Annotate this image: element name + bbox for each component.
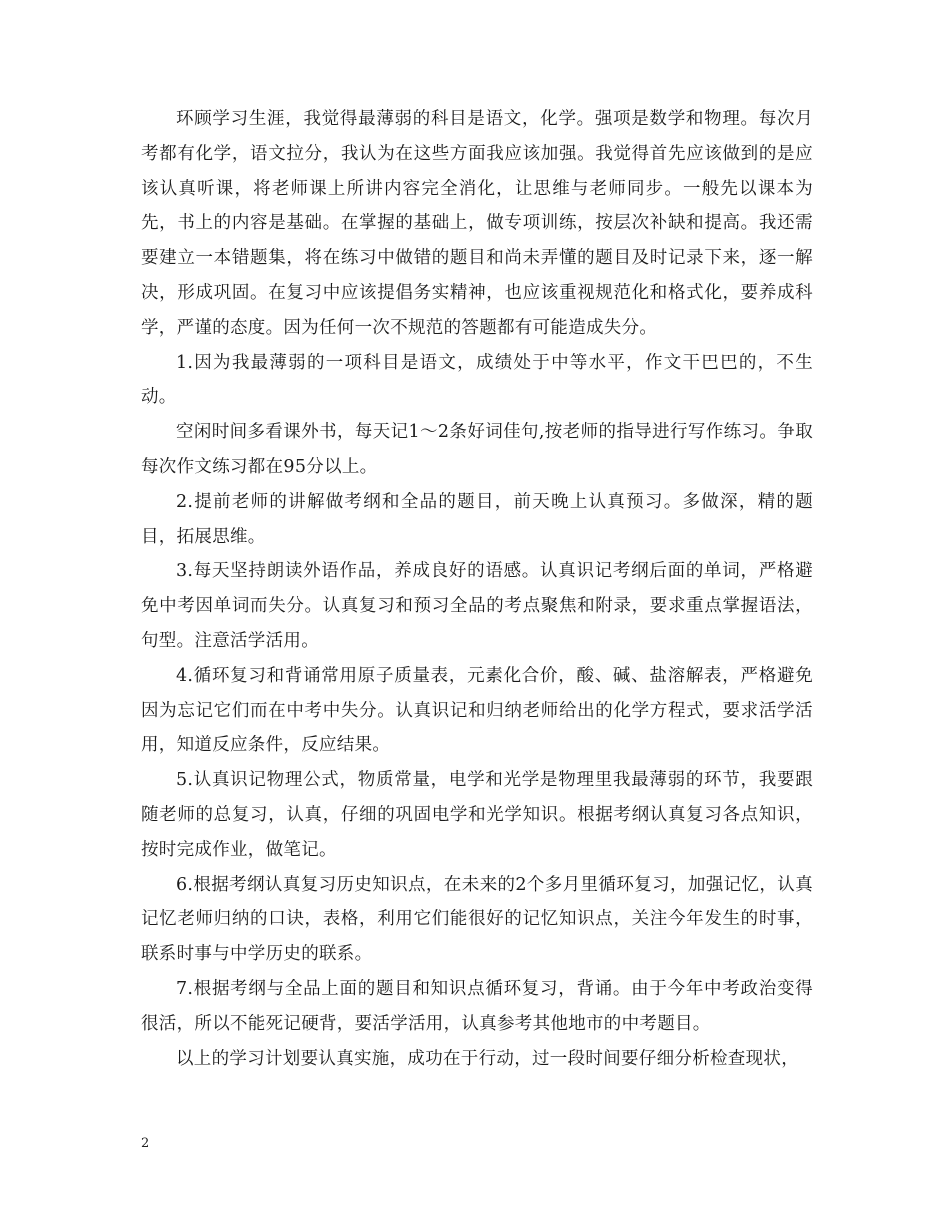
paragraph-item-2: 2.提前老师的讲解做考纲和全品的题目，前天晚上认真预习。多做深，精的题目，拓展思维。 <box>141 491 813 547</box>
paragraph-item-7: 7.根据考纲与全品上面的题目和知识点循环复习，背诵。由于今年中考政治变得很活，所以不能死记硬背，要活学活用，认真参考其他地市的中考题目。 <box>141 978 813 1034</box>
paragraph-item-5: 5.认真识记物理公式，物质常量，电学和光学是物理里我最薄弱的环节，我要跟随老师的总复习，认真，仔细的巩固电学和光学知识。根据考纲认真复习各点知识，按时完成作业，做笔记。 <box>141 770 813 860</box>
paragraph-conclusion: 以上的学习计划要认真实施，成功在于行动，过一段时间要仔细分析检查现状， <box>176 1048 799 1069</box>
paragraph-item-3: 3.每天坚持朗读外语作品，养成良好的语感。认真识记考纲后面的单词，严格避免中考因单词而失分。认真复习和预习全品的考点聚焦和附录，要求重点掌握语法，句型。注意活学活用。 <box>141 561 813 651</box>
paragraph-item-4: 4.循环复习和背诵常用原子质量表，元素化合价，酸、碱、盐溶解表，严格避免因为忘记它们而在中考中失分。认真识记和归纳老师给出的化学方程式，要求活学活用，知道反应条件，反应结果。 <box>141 665 813 756</box>
document-body <box>141 102 813 1076</box>
page-number: 2 <box>141 1136 150 1151</box>
paragraph-intro: 环顾学习生涯，我觉得最薄弱的科目是语文，化学。强项是数学和物理。每次月考都有化学，语文拉分，我认为在这些方面我应该加强。我觉得首先应该做到的是应该认真听课，将老师课上所讲内容完全消化，让思维与老师同步。一般先以课本为先，书上的内容是基础。在掌握的基础上，做专项训练，按层次补缺和提高。我还需要建立一本错题集，将在练习中做错的题目和尚未弄懂的题目及时记录下来，逐一解决，形成巩固。在复习中应该提倡务实精神，也应该重视规范化和格式化，要养成科学，严谨的态度。因为任何一次不规范的答题都有可能造成失分。 <box>141 109 813 338</box>
paragraph-item-6: 6.根据考纲认真复习历史知识点，在未来的2个多月里循环复习，加强记忆，认真记忆老师归纳的口诀，表格，利用它们能很好的记忆知识点，关注今年发生的时事，联系时事与中学历史的联系。 <box>141 874 813 965</box>
paragraph-item-1-plan: 空闲时间多看课外书，每天记1～2条好词佳句,按老师的指导进行写作练习。争取每次作文练习都在95分以上。 <box>141 422 813 477</box>
paragraph-item-1: 1.因为我最薄弱的一项科目是语文，成绩处于中等水平，作文干巴巴的，不生动。 <box>141 352 813 408</box>
